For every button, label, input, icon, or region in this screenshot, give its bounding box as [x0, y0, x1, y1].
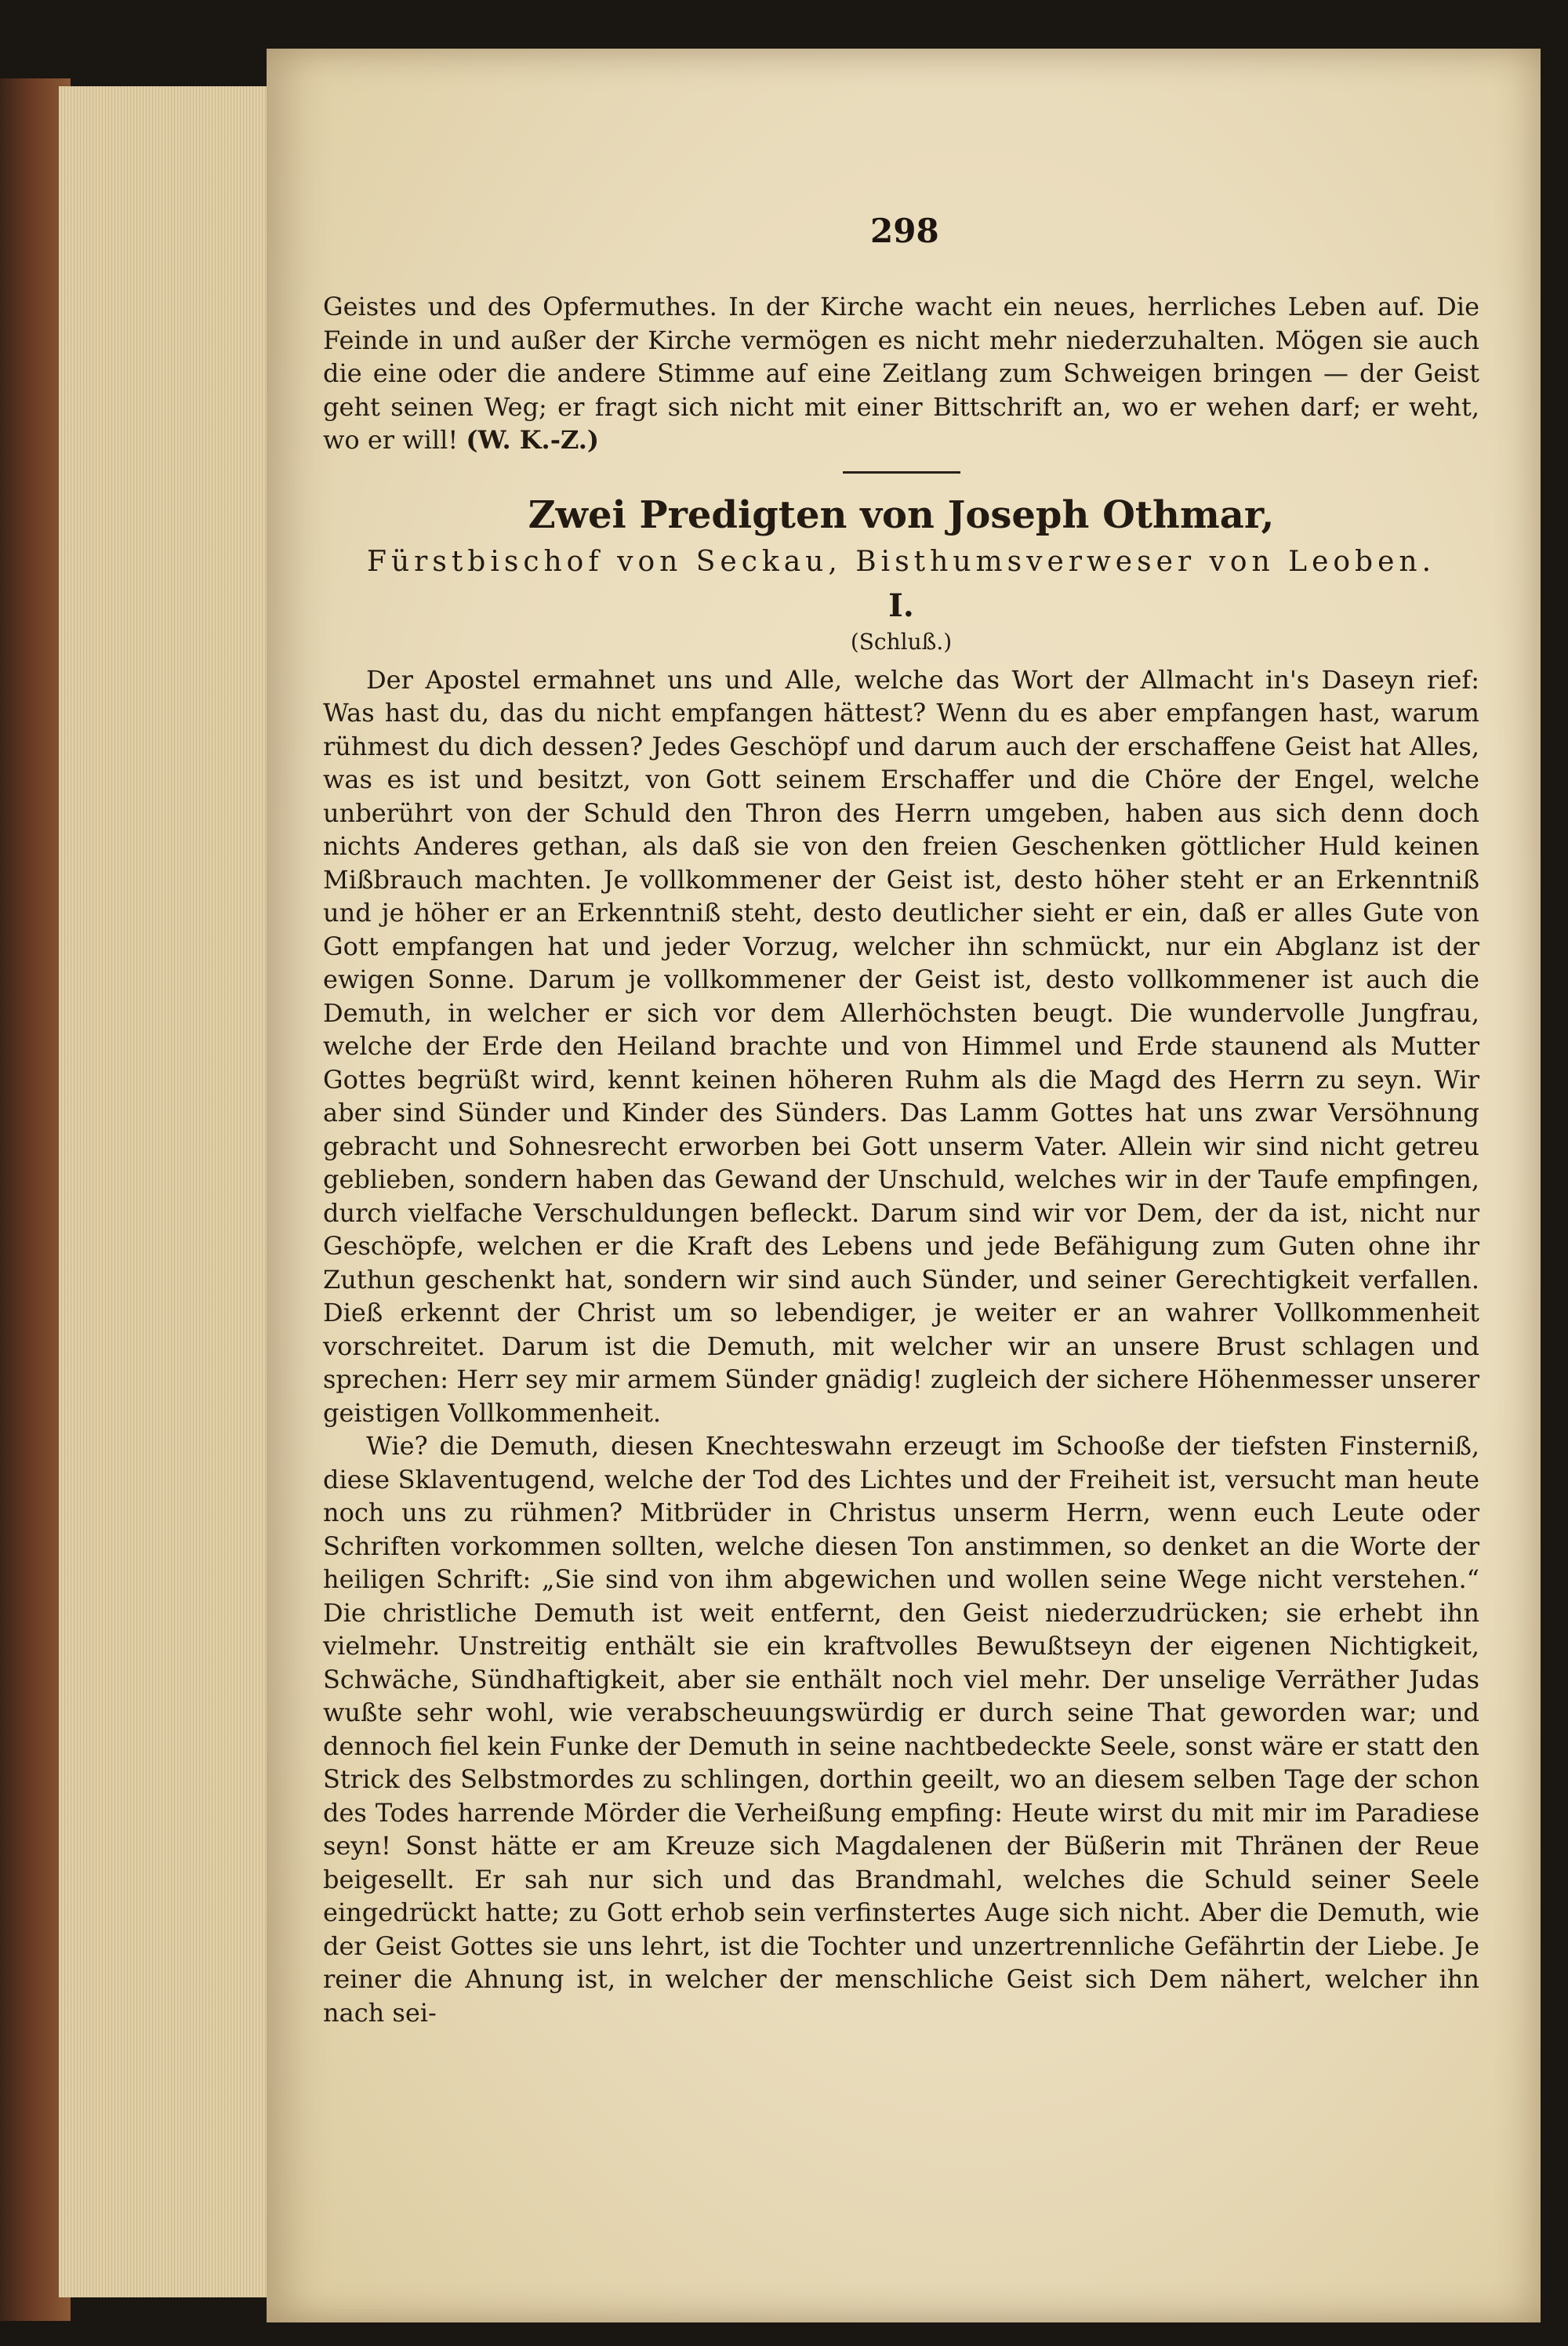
body-paragraph-1: Der Apostel ermahnet uns und Alle, welche das Wort der Allmacht in's Daseyn rief: Was hast du, das du nicht empfangen hättest? Wenn du es aber empfangen hast, warum rühmest du dich dessen? Jedes Geschöpf und darum auch der erschaffene Geist hat Alles, was es ist und besitzt, von Gott seinem Erschaffer und die Chöre der Engel, welche unberührt von der Schuld den Thron des Herrn umgeben, haben aus sich denn doch nichts Anderes gethan, als daß sie von den freien Geschenken göttlicher Huld keinen Mißbrauch machten. Je vollkommener der Geist ist, desto höher steht er an Erkenntniß und je höher er an Erkenntniß steht, desto deutlicher sieht er ein, daß er alles Gute von Gott empfangen hat und jeder Vorzug, welcher ihn schmückt, nur ein Abglanz ist der ewigen Sonne. Darum je vollkommener der Geist ist, desto vollkommener ist auch die Demuth, in welcher er sich vor dem Allerhöchsten beugt. Die wundervolle Jungfrau, welche der Erde den Heiland brachte und von Himmel und Erde staunend als Mutter Gottes begrüßt wird, kennt keinen höheren Ruhm als die Magd des Herrn zu seyn. Wir aber sind Sünder und Kinder des Sünders. Das Lamm Gottes hat uns zwar Versöhnung gebracht und Sohnesrecht erworben bei Gott unserm Vater. Allein wir sind nicht getreu geblieben, sondern haben das Gewand der Unschuld, welches wir in der Taufe empfingen, durch vielfache Verschuldungen befleckt. Darum sind wir vor Dem, der da ist, nicht nur Geschöpfe, welchen er die Kraft des Lebens und jede Befähigung zum Guten ohne ihr Zuthun geschenkt hat, sondern wir sind auch Sünder, und seiner Gerechtigkeit verfallen. Dieß erkennt der Christ um so lebendiger, je weiter er an wahrer Vollkommenheit vorschreitet. Darum ist die Demuth, mit welcher wir an unsere Brust schlagen und sprechen: Herr sey mir armem Sünder gnädig! zugleich der sichere Höhenmesser unserer geistigen Vollkommenheit. [323, 664, 1479, 1428]
section-note: (Schluß.) [850, 628, 953, 655]
intro-paragraph [323, 290, 1479, 457]
article-title: Zwei Predigten von Joseph Othmar, [528, 492, 1275, 537]
section-number: I. [888, 586, 914, 624]
intro-text: Geistes und des Opfermuthes. In der Kirche wacht ein neues, herrliches Leben auf. Die Feinde in und außer der Kirche vermögen es nicht mehr niederzuhalten. Mögen sie auch die eine oder die andere Stimme auf eine Zeitlang zum Schweigen bringen — der Geist geht seinen Weg; er fragt sich nicht mit einer Bittschrift an, wo er wehen darf; er weht, wo er will! [323, 292, 1479, 455]
page-stack [59, 86, 272, 2297]
section-divider [843, 471, 960, 474]
page-number: 298 [870, 212, 939, 250]
article-subtitle: Fürstbischof von Seckau, Bisthumsverweser von Leoben. [366, 545, 1436, 578]
body-paragraph-2: Wie? die Demuth, diesen Knechteswahn erzeugt im Schooße der tiefsten Finsterniß, diese Sklaventugend, welche der Tod des Lichtes und der Freiheit ist, versucht man heute noch uns zu rühmen? Mitbrüder in Christus unserm Herrn, wenn euch Leute oder Schriften vorkommen sollten, welche diesen Ton anstimmen, so denket an die Worte der heiligen Schrift: „Sie sind von ihm abgewichen und wollen seine Wege nicht verstehen.“ Die christliche Demuth ist weit entfernt, den Geist niederzudrücken; sie erhebt ihn vielmehr. Unstreitig enthält sie ein kraftvolles Bewußtseyn der eigenen Nichtigkeit, Schwäche, Sündhaftigkeit, aber sie enthält noch viel mehr. Der unselige Verräther Judas wußte sehr wohl, wie verabscheuungswürdig er durch seine That geworden war; und dennoch fiel kein Funke der Demuth in seine nachtbedeckte Seele, sonst wäre er statt den Strick des Selbstmordes zu schlingen, dorthin geeilt, wo an diesem selben Tage der schon des Todes harrende Mörder die Verheißung empfing: Heute wirst du mit mir im Paradiese seyn! Sonst hätte er am Kreuze sich Magdalenen der Büßerin mit Thränen der Reue beigesellt. Er sah nur sich und das Brandmahl, welches die Schuld seiner Seele eingedrückt hatte; zu Gott erhob sein verfinstertes Auge sich nicht. Aber die Demuth, wie der Geist Gottes sie uns lehrt, ist die Tochter und unzertrennliche Gefährtin der Liebe. Je reiner die Ahnung ist, in welcher der menschliche Geist sich Dem nähert, welcher ihn nach sei- [323, 1431, 1479, 2028]
page-content [323, 216, 1479, 2029]
intro-signature: (W. K.-Z.) [466, 425, 600, 455]
